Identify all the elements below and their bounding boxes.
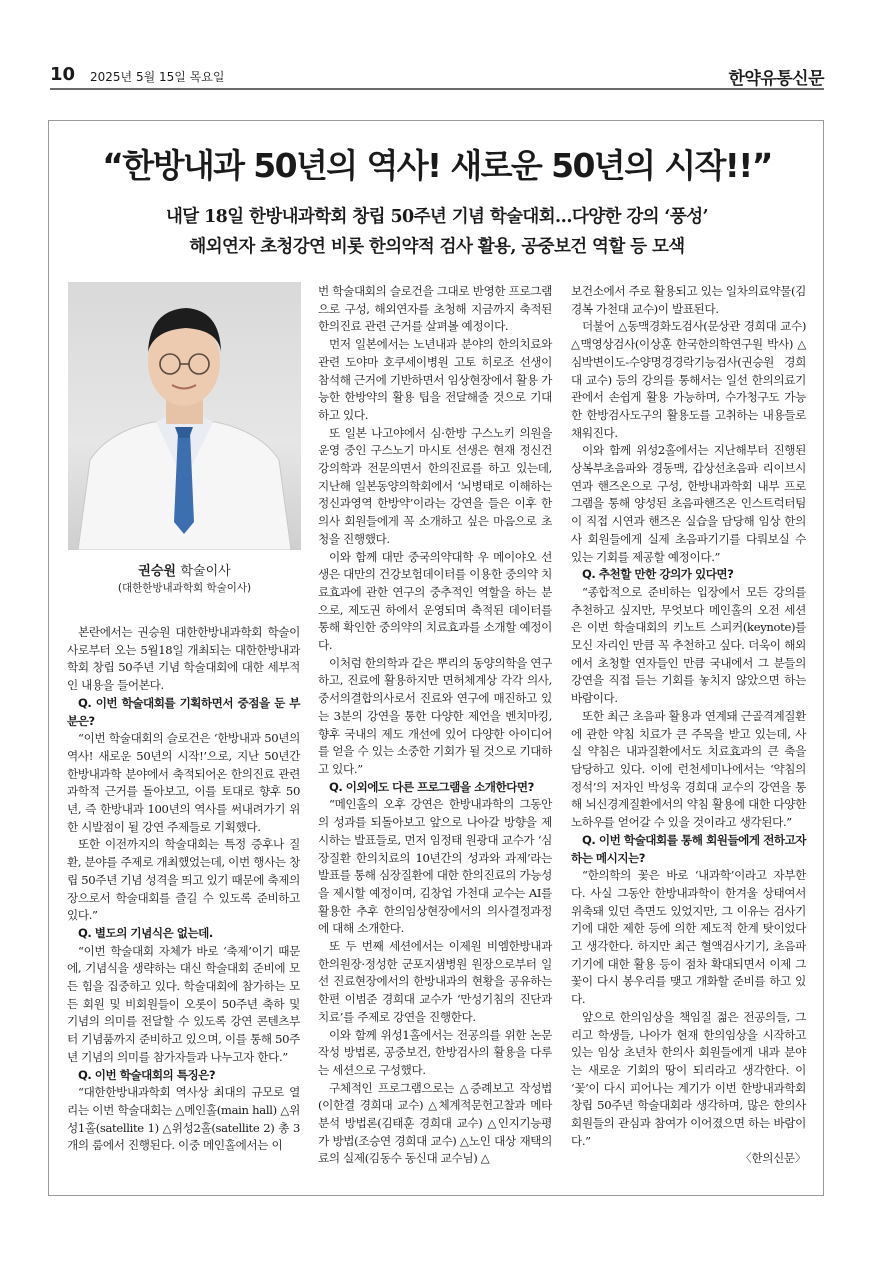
article-subhead-2: 해외연자 초청강연 비롯 한의약적 검사 활용, 공중보건 역할 등 모색 — [189, 237, 685, 257]
interview-question: Q. 추천할 만한 강의가 있다면? — [582, 567, 734, 582]
article-paragraph: 보건소에서 주로 활용되고 있는 일차의료약물(김경복 가천대 교수)이 발표된다. — [571, 284, 806, 316]
issue-date: 2025년 5월 15일 목요일 — [90, 70, 225, 84]
interview-question: Q. 별도의 기념식은 없는데. — [78, 925, 213, 940]
interview-question: Q. 이번 학술대회를 통해 회원들에게 전하고자 하는 메시지는? — [571, 832, 806, 865]
source-credit: 〈한의신문〉 — [740, 1151, 806, 1166]
article-paragraph: “메인홀의 오후 강연은 한방내과학의 그동안의 성과를 되돌아보고 앞으로 나아갈 방향을 제시하는 발표들로, 먼저 임정태 원광대 교수가 ‘심장질환 한의치료의 10년간의 성과와 과제’라는 발표를 통해 심장질환에 대한 한의진료의 가능성을 제시할 예정이며, 김창업 가천대 교수는 AI를 활용한 추후 한의임상현장에서의 의사결정과정에 대해 소개한다. — [318, 797, 552, 936]
portrait-illustration — [68, 282, 301, 550]
interview-question: Q. 이외에도 다른 프로그램을 소개한다면? — [329, 779, 534, 794]
article-column-2 — [318, 283, 552, 1168]
article-paragraph: 더불어 △동맥경화도검사(문상관 경희대 교수) △맥영상검사(이상훈 한국한의학연구원 박사) △심박변이도-수양명경경락기능검사(권승원 경희대 교수) 등의 강의를 통해서는 일선 한의의료기관에서 손쉽게 활용 가능하며, 수가청구도 가능한 한방검사도구의 활용도를 고취하는 내용들로 채워진다. — [571, 319, 806, 440]
article-paragraph: 번 학술대회의 슬로건을 그대로 반영한 프로그램으로 구성, 해외연자를 초청해 지금까지 축적된 한의진료 관련 근거를 살펴볼 예정이다. — [318, 284, 552, 334]
article-paragraph: “이번 학술대회의 슬로건은 ‘한방내과 50년의 역사! 새로운 50년의 시작!’으로, 지난 50년간 한방내과학 분야에서 축적되어온 한의진료 관련 과학적 근거를 돌아보고, 이를 토대로 향후 50년, 즉 한방내과 100년의 역사를 써내려가기 위한 시발점이 될 강연 주제들로 기획했다. — [67, 731, 300, 834]
article-paragraph: “종합적으로 준비하는 입장에서 모든 강의를 추천하고 싶지만, 무엇보다 메인홀의 오전 세션은 이번 학술대회의 키노트 스피커(keynote)를 모신 자리인 만큼 꼭 추천하고 싶다. 더욱이 해외에서 초청할 연자들인 만큼 국내에서 그 분들의 강연을 직접 듣는 기회를 놓치지 않았으면 하는 바람이다. — [571, 584, 806, 706]
article-paragraph: 먼저 일본에서는 노년내과 분야의 한의치료와 관련 도야마 호쿠세이병원 고토 히로조 선생이 참석해 근거에 기반하면서 임상현장에서 활용 가능한 한방약의 활용 팁을 전달해줄 것으로 기대하고 있다. — [318, 337, 552, 422]
interview-question: Q. 이번 학술대회를 기획하면서 중점을 둔 부분은? — [67, 695, 300, 728]
article-paragraph: 구체적인 프로그램으로는 △증례보고 작성법(이한결 경희대 교수) △체계적문헌고찰과 메타분석 방법론(김태훈 경희대 교수) △인지기능평가 방법(조승연 경희대 교수) △노인 대상 재택의료의 실제(김동수 동신대 교수님) △ — [318, 1080, 552, 1166]
article-paragraph: 이와 함께 위성2홀에서는 지난해부터 진행된 상복부초음파와 경동맥, 갑상선초음파 리이브시연과 핸즈온으로 구성, 한방내과학회 내부 프로그램을 통해 양성된 초음파핸즈온 인스트럭터팀이 직접 시연과 핸즈온 실습을 담당해 임상 한의사 회원들에게 실제 초음파기기를 다뤄보실 수 있는 기회를 제공할 예정이다.” — [571, 443, 806, 564]
article-paragraph: 이와 함께 대만 중국의약대학 우 메이야오 선생은 대만의 건강보험데이터를 이용한 중의약 치료효과에 관한 연구의 중추적인 역할을 하는 분으로, 제도권 하에서 운영되며 축적된 데이터를 통해 확인한 중의약의 치료효과를 소개할 예정이다. — [318, 549, 552, 653]
page-header — [50, 64, 824, 90]
article-paragraph: 이처럼 한의학과 같은 뿌리의 동양의학을 연구하고, 진료에 활용하지만 면허체계상 각각 의사, 중서의결합의사로서 진료와 연구에 매진하고 있는 3분의 강연을 통한 다양한 제언을 벤치마킹, 향후 국내의 제도 개선에 있어 다양한 아이디어를 얻을 수 있는 소중한 기회가 될 것으로 기대하고 있다.” — [318, 655, 552, 776]
article-subhead-1: 내달 18일 한방내과학회 창립 50주년 기념 학술대회…다양한 강의 ‘풍성’ — [165, 207, 709, 227]
article-column-3 — [571, 283, 806, 1168]
article-paragraph: 또 두 번째 세션에서는 이제원 비엠한방내과 한의원장·정성한 군포지샘병원 원장으로부터 일선 진료현장에서의 한방내과의 현황을 공유하는 한편 이범준 경희대 교수가 ‘만성기침의 진단과 치료’를 주제로 강연을 진행한다. — [318, 939, 552, 1024]
article-column-1 — [67, 624, 300, 1155]
interview-question: Q. 이번 학술대회의 특징은? — [78, 1067, 216, 1082]
article-paragraph: “한의학의 꽃은 바로 ‘내과학’이라고 자부한다. 사실 그동안 한방내과학이 한겨울 상태여서 위축돼 있던 측면도 있었지만, 그 이유는 검사기기에 대한 제한 등에 의한 제도적 한계 탓이었다고 생각한다. 하지만 최근 혈액검사기기, 초음파기기에 대한 활용 등이 점차 확대되면서 이제 그 꽃이 다시 봉우리를 맺고 개화할 준비를 하고 있다. — [571, 868, 806, 1007]
portrait-photo — [68, 282, 301, 550]
article-paragraph: 또 일본 나고야에서 심·한방 구스노키 의원을 운영 중인 구스노기 마시토 선생은 현재 정신건강의학과 전문의면서 한의진료를 하고 있는데, 지난해 일본동양의학회에서 ‘뇌병태로 이해하는 정신과영역 한방약’이라는 강연을 들은 이후 한의사 회원들에게 꼭 소개하고 싶은 마음으로 초청을 진행했다. — [318, 425, 552, 546]
article-paragraph: 본란에서는 권승원 대한한방내과학회 학술이사로부터 오는 5월18일 개최되는 대한한방내과학회 창립 50주년 기념 학술대회에 대한 세부적인 내용을 들어본다. — [67, 625, 300, 693]
caption-affiliation: (대한한방내과학회 학술이사) — [117, 582, 252, 594]
page-number: 10 — [50, 64, 76, 85]
article-paragraph: 또한 이전까지의 학술대회는 특정 증후나 질환, 분야를 주제로 개최했었는데, 이번 행사는 창립 50주년 기념 성격을 띄고 있기 때문에 축제의 장으로서 학술대회를 즐길 수 있도록 준비하고 있다.” — [67, 837, 300, 923]
article-paragraph: “대한한방내과학회 역사상 최대의 규모로 열리는 이번 학술대회는 △메인홀(main hall) △위성1홀(satellite 1) △위성2홀(satellite 2) 총 3개의 룸에서 진행된다. 이중 메인홀에서는 이 — [67, 1085, 300, 1153]
article-paragraph: “이번 학술대회 자체가 바로 ‘축제’이기 때문에, 기념식을 생략하는 대신 학술대회 준비에 모든 힘을 집중하고 있다. 학술대회에 참가하는 모든 회원 및 비회원들이 오롯이 50주년 축하 및 기념의 의미를 전달할 수 있도록 강연 콘텐츠부터 기념품까지 준비하고 있으며, 이를 통해 50주년 기념의 의미를 참가자들과 나누고자 한다.” — [67, 943, 300, 1064]
newspaper-brand: 한약유통신문 — [728, 69, 824, 89]
article-paragraph: 이와 함께 위성1홀에서는 전공의를 위한 논문작성 방법론, 공중보건, 한방검사의 활용을 다루는 세션으로 구성했다. — [318, 1027, 552, 1077]
article-paragraph: 또한 최근 초음파 활용과 연계돼 근골격계질환에 관한 약침 치료가 큰 주목을 받고 있는데, 사실 약침은 내과질환에서도 치료효과의 큰 축을 담당하고 있다. 이에 런천세미나에서는 ‘약침의 정석’의 저자인 박성욱 경희대 교수의 강연을 통해 뇌신경계질환에서의 약침 활용에 대한 다양한 노하우를 얻어갈 수 있을 것이라고 생각된다.” — [571, 708, 806, 830]
header-divider — [50, 88, 824, 90]
photo-caption — [68, 560, 301, 579]
article-headline: “한방내과 50년의 역사! 새로운 50년의 시작!!” — [102, 146, 772, 185]
article-paragraph: 앞으로 한의임상을 책임질 젊은 전공의들, 그리고 학생들, 나아가 현재 한의임상을 시작하고 있는 임상 초년차 한의사 회원들에게 내과 분야는 새로운 기회의 땅이 되리라고 생각한다. 이 ‘꽃’이 다시 피어나는 계기가 이번 한방내과학회 창립 50주년 학술대회라 생각하며, 많은 한의사 회원들의 관심과 참여가 이어졌으면 하는 바람이다.” — [571, 1009, 806, 1148]
caption-role: 학술이사 — [180, 564, 231, 579]
caption-name: 권승원 — [138, 564, 176, 579]
